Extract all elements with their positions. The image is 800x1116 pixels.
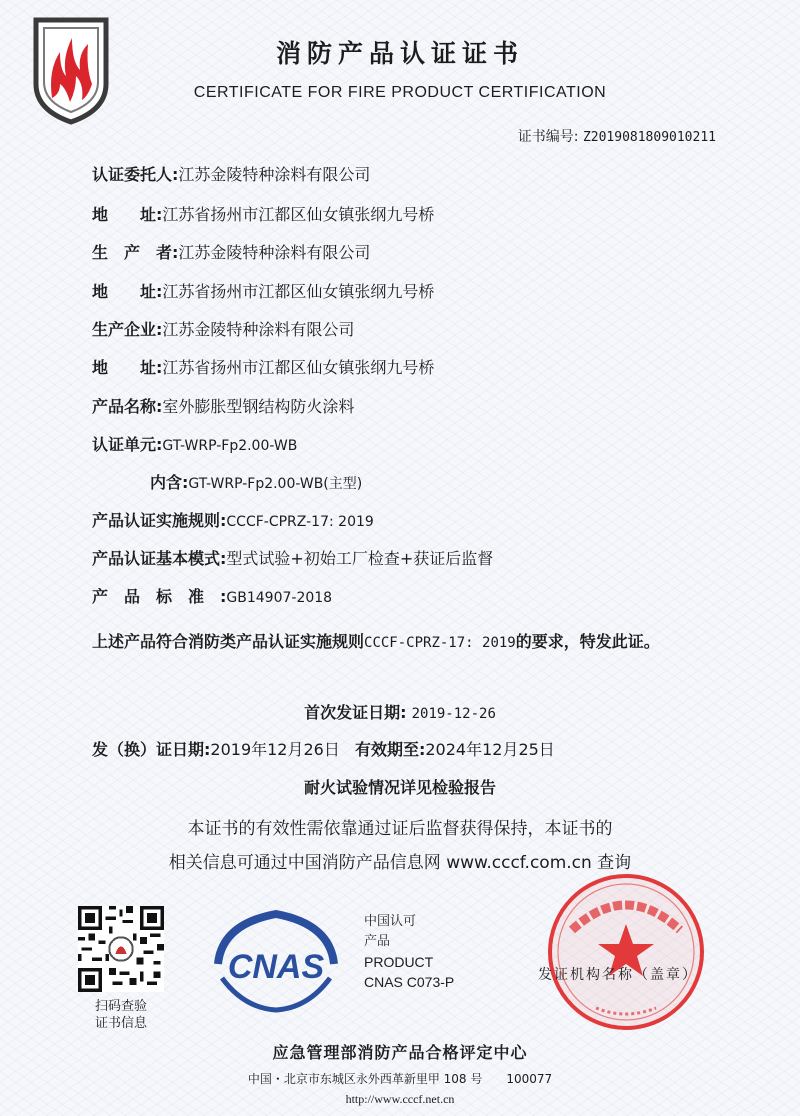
mode-value: 型式试验+初始工厂检查+获证后监督 (226, 549, 494, 568)
certificate-title-cn: 消防产品认证证书 (275, 39, 524, 68)
organization-address: 中国・北京市东城区永外西革新里甲 108 号 100077 (247, 1072, 553, 1086)
certificate-number (518, 126, 716, 146)
rule-row (92, 508, 374, 531)
cnas-logo-icon (204, 906, 348, 1016)
address2-row (92, 279, 434, 302)
factory-value: 江苏金陵特种涂料有限公司 (162, 320, 355, 339)
producer-row (92, 240, 370, 263)
address1-label: 地 址: (92, 205, 163, 224)
factory-row (92, 317, 354, 340)
producer-label: 生 产 者: (92, 243, 179, 262)
conformity-text-1: 上述产品符合消防类产品认证实施规则 (92, 632, 365, 651)
unit-label: 认证单元: (92, 435, 163, 454)
qr-caption (78, 998, 164, 1032)
product-value: 室外膨胀型钢结构防火涂料 (162, 397, 355, 416)
cnas-line-4: CNAS C073-P (364, 974, 455, 990)
expiry-date-label: 有效期至: (354, 740, 426, 759)
notice-line-1: 本证书的有效性需依靠通过证后监督获得保持，本证书的 (187, 819, 613, 839)
unit-value: GT-WRP-Fp2.00-WB (162, 438, 298, 454)
conformity-rule: CCCF-CPRZ-17: 2019 (364, 635, 516, 651)
address1-row (92, 202, 434, 225)
certificate-number-value: Z2019081809010211 (582, 130, 716, 145)
factory-label: 生产企业: (92, 320, 163, 339)
client-row (92, 162, 370, 185)
contains-value: GT-WRP-Fp2.00-WB(主型) (188, 476, 363, 492)
address2-value: 江苏省扬州市江都区仙女镇张纲九号桥 (162, 282, 435, 301)
cnas-line-1: 中国认可 (364, 914, 417, 929)
official-seal-icon (544, 870, 708, 1034)
address3-label: 地 址: (92, 358, 163, 377)
certificate-number-label: 证书编号: (517, 129, 579, 145)
qr-code-icon[interactable] (78, 906, 164, 992)
fire-test-note: 耐火试验情况详见检验报告 (303, 778, 496, 797)
product-row (92, 394, 354, 417)
cnas-accreditation-text (364, 912, 454, 992)
address3-row (92, 355, 434, 378)
first-issue-value: 2019-12-26 (411, 706, 496, 722)
address3-value: 江苏省扬州市江都区仙女镇张纲九号桥 (162, 358, 435, 377)
cnas-logo-text: CNAS (227, 948, 325, 986)
conformity-text-2: 的要求，特发此证。 (515, 632, 660, 651)
contains-label: 内含: (150, 473, 189, 492)
conformity-statement (92, 622, 712, 663)
cnas-line-2: 产品 (364, 934, 391, 949)
standard-label: 产 品 标 准 : (92, 587, 227, 606)
address2-label: 地 址: (92, 282, 163, 301)
issuing-organization: 应急管理部消防产品合格评定中心 (272, 1043, 528, 1062)
expiry-date-value: 2024年12月25日 (425, 740, 555, 759)
rule-label: 产品认证实施规则: (92, 511, 227, 530)
standard-row (92, 584, 332, 607)
rule-value: CCCF-CPRZ-17: 2019 (226, 514, 374, 530)
first-issue-date (0, 700, 800, 723)
issue-date-label: 发（换）证日期: (92, 740, 211, 759)
issuer-seal-label: 发证机构名称（盖章） (538, 967, 698, 983)
mode-label: 产品认证基本模式: (92, 549, 227, 568)
issue-date-value: 2019年12月26日 (210, 740, 340, 759)
client-label: 认证委托人: (92, 165, 179, 184)
qr-caption-line-2: 证书信息 (94, 1016, 147, 1031)
first-issue-label: 首次发证日期: (304, 703, 407, 722)
notice-line-2: 相关信息可通过中国消防产品信息网 www.cccf.com.cn 查询 (168, 853, 632, 873)
address1-value: 江苏省扬州市江都区仙女镇张纲九号桥 (162, 205, 435, 224)
organization-url[interactable]: http://www.cccf.net.cn (345, 1092, 455, 1106)
fire-certification-logo-icon (30, 14, 112, 126)
client-value: 江苏金陵特种涂料有限公司 (178, 165, 371, 184)
unit-row (92, 432, 297, 455)
product-label: 产品名称: (92, 397, 163, 416)
qr-caption-line-1: 扫码查验 (94, 999, 147, 1014)
mode-row (92, 546, 493, 569)
producer-value: 江苏金陵特种涂料有限公司 (178, 243, 371, 262)
certificate-title-en: CERTIFICATE FOR FIRE PRODUCT CERTIFICATION (193, 84, 607, 101)
validity-line (92, 737, 555, 760)
standard-value: GB14907-2018 (226, 590, 333, 606)
cnas-line-3: PRODUCT (364, 954, 434, 970)
contains-row (150, 470, 362, 493)
